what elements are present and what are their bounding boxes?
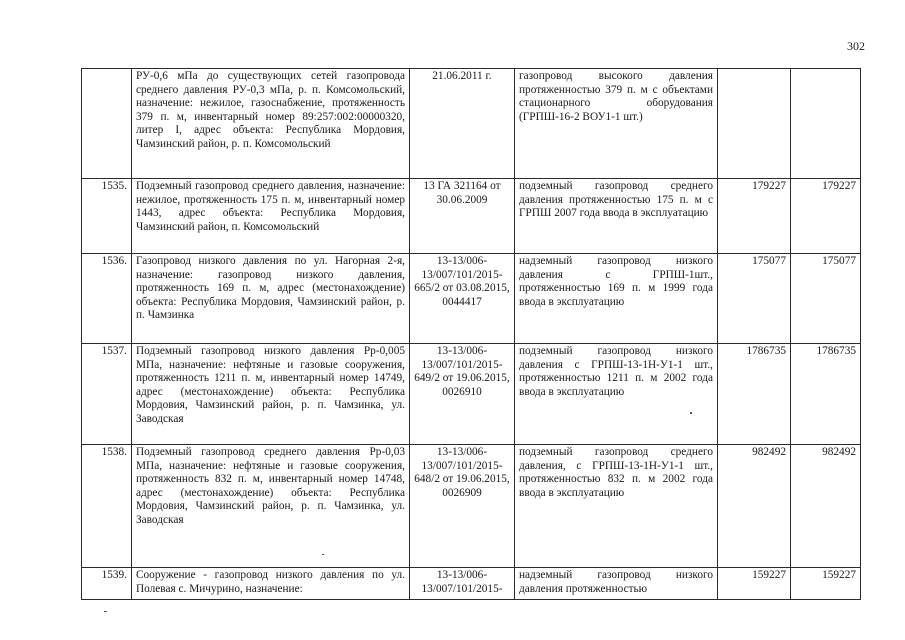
object-description-cell: Подземный газопровод среднего давления, назначение: нежилое, протяженность 175 п. м, инвентарный номер 1443, адрес объекта: Республика Мордовия, Чамзинский район, п. Комсомольский [132, 179, 410, 254]
value-cell-2 [791, 69, 861, 179]
object-description-cell: Сооружение - газопровод низкого давления по ул. Полевая с. Мичурино, назначение: [132, 568, 410, 600]
characteristics-cell: газопровод высокого давления протяженностью 379 п. м с объектами стационарного оборудования (ГРПШ-16-2 ВОУ1-1 шт.) [515, 69, 718, 179]
page-number: 302 [847, 39, 865, 53]
value-cell-1: 159227 [718, 568, 791, 600]
row-number-cell: 1538. [82, 445, 132, 568]
property-registry-table [81, 68, 861, 600]
table-row [82, 254, 861, 344]
object-description-cell: Подземный газопровод низкого давления Рр-0,005 МПа, назначение: нефтяные и газовые сооружения, протяженность 1211 п. м, инвентарный номер 14749, адрес (местонахождение) объекта: Республика Мордовия, Чамзинский район, р. п. Чамзинка, ул. Заводская [132, 344, 410, 445]
value-cell-1: 179227 [718, 179, 791, 254]
value-cell-1 [718, 69, 791, 179]
characteristics-cell: подземный газопровод среднего давления, с ГРПШ-13-1Н-У1-1 шт., протяженностью 832 п. м 2002 года ввода в эксплуатацию [515, 445, 718, 568]
value-cell-2: 175077 [791, 254, 861, 344]
characteristics-cell: подземный газопровод низкого давления с ГРПШ-13-1Н-У1-1 шт., протяженностью 1211 п. м 2002 года ввода в эксплуатацию [515, 344, 718, 445]
row-number-cell: 1536. [82, 254, 132, 344]
row-number-cell: 1537. [82, 344, 132, 445]
value-cell-2: 179227 [791, 179, 861, 254]
registration-cell: 13 ГА 321164 от 30.06.2009 [410, 179, 515, 254]
characteristics-cell: надземный газопровод низкого давления с ГРПШ-1шт., протяженностью 169 п. м 1999 года ввода в эксплуатацию [515, 254, 718, 344]
registration-cell: 13-13/006-13/007/101/2015-665/2 от 03.08.2015, 0044417 [410, 254, 515, 344]
value-cell-2: 982492 [791, 445, 861, 568]
row-number-cell: 1535. [82, 179, 132, 254]
registration-cell: 21.06.2011 г. [410, 69, 515, 179]
row-number-cell [82, 69, 132, 179]
characteristics-cell: надземный газопровод низкого давления протяженностью [515, 568, 718, 600]
value-cell-1: 175077 [718, 254, 791, 344]
value-cell-2: 159227 [791, 568, 861, 600]
scan-speck [690, 412, 692, 414]
table-row [82, 445, 861, 568]
registration-cell: 13-13/006-13/007/101/2015-648/2 от 19.06.2015, 0026909 [410, 445, 515, 568]
registration-cell: 13-13/006-13/007/101/2015-649/2 от 19.06.2015, 0026910 [410, 344, 515, 445]
object-description-cell: РУ-0,6 мПа до существующих сетей газопровода среднего давления РУ-0,3 мПа, р. п. Комсомольский, назначение: нежилое, газоснабжение, протяженность 379 п. м, инвентарный номер 89:257:002:00000320, литер I, адрес объекта: Республика Мордовия, Чамзинский район, р. п. Комсомольский [132, 69, 410, 179]
table-row [82, 568, 861, 600]
scan-speck [322, 554, 324, 555]
registration-cell: 13-13/006-13/007/101/2015- [410, 568, 515, 600]
scan-speck [104, 611, 107, 612]
object-description-cell: Подземный газопровод среднего давления Рр-0,03 МПа, назначение: нефтяные и газовые сооружения, протяженность 832 п. м, инвентарный номер 14748, адрес (местонахождение) объекта: Республика Мордовия, Чамзинский район, р. п. Чамзинка, ул. Заводская [132, 445, 410, 568]
value-cell-1: 982492 [718, 445, 791, 568]
value-cell-1: 1786735 [718, 344, 791, 445]
row-number-cell: 1539. [82, 568, 132, 600]
table-row [82, 179, 861, 254]
table-row [82, 69, 861, 179]
characteristics-cell: подземный газопровод среднего давления протяженностью 175 п. м с ГРПШ 2007 года ввода в эксплуатацию [515, 179, 718, 254]
value-cell-2: 1786735 [791, 344, 861, 445]
object-description-cell: Газопровод низкого давления по ул. Нагорная 2-я, назначение: газопровод низкого давления, протяженность 169 п. м, адрес (местонахождение) объекта: Республика Мордовия, Чамзинский район, р. п. Чамзинка [132, 254, 410, 344]
table-row [82, 344, 861, 445]
